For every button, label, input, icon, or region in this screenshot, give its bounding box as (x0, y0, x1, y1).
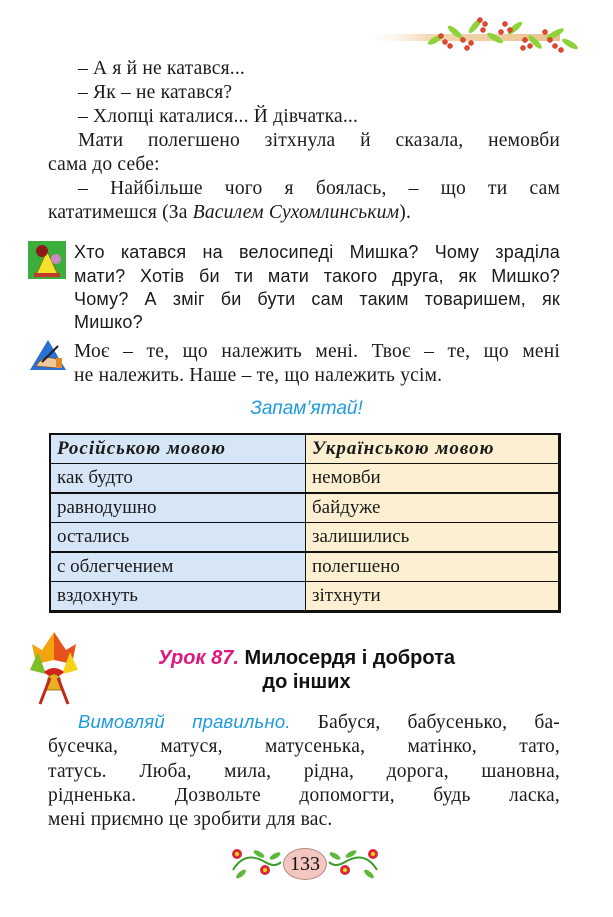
dialogue-line: – Як – не катався? (78, 82, 233, 103)
table-row (50, 582, 560, 612)
question-line: Хто катався на велосипеді Мишка? Чому зраділа (74, 242, 560, 262)
proverb-line: Моє – те, що належить мені. Твоє – те, що мені (74, 341, 560, 362)
table-row (50, 464, 560, 494)
table-row (50, 493, 560, 523)
table-header-row (50, 434, 560, 464)
proverb-line: не належить. Наше – те, що належить усім. (74, 365, 443, 386)
table-row (50, 523, 560, 553)
question-line: мати? Хотів би ти мати такого друга, як Мишко? (74, 266, 560, 286)
lesson-title-text: Милосердя і доброта (244, 647, 455, 669)
author-name: Василем Сухомлинським (192, 202, 400, 223)
pronounce-line: рідненька. Дозвольте допомогти, будь ласка, (48, 785, 560, 806)
cell-russian: остались (50, 523, 306, 553)
dialogue-line: – А я й не катався... (78, 58, 245, 79)
pronounce-line (78, 710, 560, 735)
table-row (50, 552, 560, 582)
remember-title: Запам’ятай! (250, 398, 363, 419)
narration-line: – Найбільше чого я боялась, – що ти сам (78, 178, 560, 199)
page-number: 133 (283, 848, 327, 880)
writing-hand-icon (28, 338, 68, 372)
cell-ukrainian: зітхнути (306, 582, 560, 612)
cell-ukrainian: немовби (306, 464, 560, 494)
narration-line: сама до себе: (48, 154, 160, 175)
narration-text: кататимешся (За (48, 202, 193, 223)
lesson-number: Урок 87. (157, 647, 239, 669)
cell-russian: вздохнуть (50, 582, 306, 612)
question-line: Мишко? (74, 312, 143, 332)
lesson-title-line2: до інших (262, 671, 351, 693)
header-russian: Російською мовою (50, 434, 306, 464)
narration-attribution-line (48, 201, 560, 225)
lesson-title-line1 (0, 645, 613, 671)
pronounce-label: Вимовляй правильно. (78, 711, 291, 732)
header-ukrainian: Українською мовою (306, 434, 560, 464)
rowan-branch-decoration (355, 10, 585, 60)
cell-ukrainian: байдуже (306, 493, 560, 523)
storyteller-icon (28, 241, 66, 279)
cell-russian: равнодушно (50, 493, 306, 523)
pronounce-line: мені приємно це зробити для вас. (48, 809, 333, 830)
dialogue-line: – Хлопці каталися... Й дівчатка... (78, 106, 359, 127)
question-line: Чому? А зміг би бути сам таким товаришем, як (74, 289, 560, 309)
cell-russian: как будто (50, 464, 306, 494)
cell-russian: с облегчением (50, 552, 306, 582)
vocabulary-table (49, 433, 561, 613)
pronounce-line: бусечка, матуся, матусенька, матінко, тато, (48, 736, 560, 757)
narration-text: ). (399, 202, 412, 223)
narration-line: Мати полегшено зітхнула й сказала, немовби (78, 130, 560, 151)
pronounce-line: татусь. Люба, мила, рідна, дорога, шановна, (48, 761, 560, 782)
pronounce-text: Бабуся, бабусенько, ба- (290, 712, 560, 733)
cell-ukrainian: залишились (306, 523, 560, 553)
cell-ukrainian: полегшено (306, 552, 560, 582)
